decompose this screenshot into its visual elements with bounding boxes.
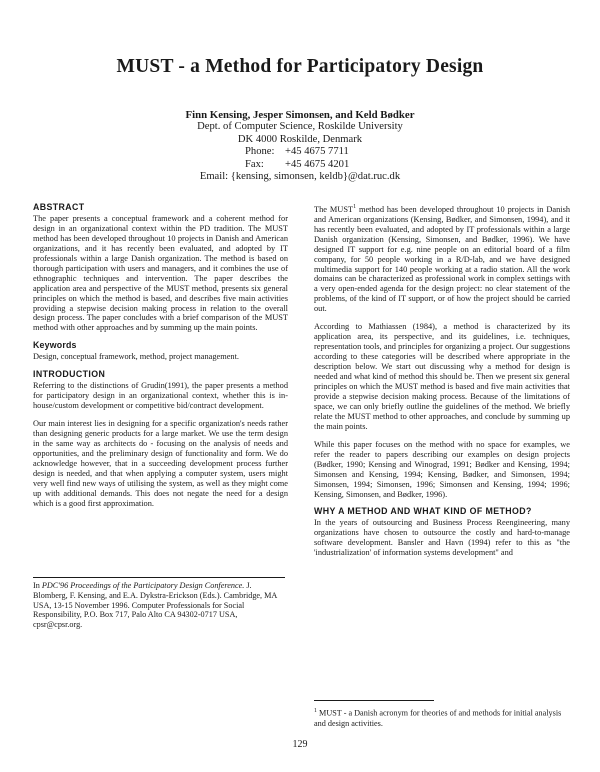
right-paragraph-2: According to Mathiassen (1984), a method is characterized by its application area, its perspective, and its guidelines, i.e. techniques, representation tools, and principles for organizing a project. Our suggestions according to these categories will be described where appropriate in the description below. We start out discussing why a method for design is needed and what kind of method this should be. Then we present six general principles on which the MUST method is based and five main activities that provide a stepwise decision making process. Because of the limitations of space, we can only briefly outline the guidelines of the method. We briefly relate the MUST method to other approaches, and conclude by summing up the main points. (314, 322, 570, 431)
conference-details: J. Blomberg, F. Kensing, and E.A. Dykstra-Erickson (Eds.). Cambridge, MA USA, 13-15 November 1996. Computer Professionals for Social Responsibility, P.O. Box 717, Palo Alto CA 94302-0717 USA, cpsr@cpsr.org. (33, 581, 277, 630)
affiliation: Dept. of Computer Science, Roskilde University (197, 121, 403, 133)
left-column (33, 203, 288, 517)
right-paragraph-1-text: method has been developed throughout 10 projects in Danish and American organizations (Kensing, Bødker, and Simonsen, 1994), and it has recently been evaluated, and adopted by IT professionals within a large Danish organization (Kensing, Simonsen, and Bødker, 1996). We have designed IT support for e.g. nine people on an editorial board of a film company, for 50 people working in a R/D-lab, and we have designed multimedia support for 140 people working at a radio station. All the work domains can be characterized as professional work in complex settings with a very open-ended agenda for the design project: no clear statement of the problems, of the kind of IT support, or of how the project should be carried out. (314, 204, 570, 314)
footnote-marker: 1 (314, 708, 317, 714)
address: DK 4000 Roskilde, Denmark (237, 133, 363, 145)
right-paragraph-4: In the years of outsourcing and Business Process Reengineering, many organizations have chosen to outsource the costly and hard-to-manage software development. Bansler and Havn (1994) refer to this as "the 'industrialization' of information systems development" and (314, 518, 570, 558)
abstract-heading: ABSTRACT (33, 202, 85, 212)
conference-venue: PDC'96 Proceedings of the Participatory Design Conference. (41, 581, 245, 590)
fax-line (0, 159, 600, 171)
page-number: 129 (292, 739, 308, 750)
paper-title: MUST - a Method for Participatory Design (116, 56, 484, 77)
author-names: Finn Kensing, Jesper Simonsen, and Keld Bødker (185, 109, 415, 121)
right-column (314, 203, 570, 566)
footnote-rule (314, 700, 434, 701)
conference-note (33, 577, 285, 630)
phone-label: Phone: (245, 146, 275, 158)
footnote-marker-ref: 1 (353, 204, 357, 210)
phone-line (0, 146, 600, 158)
must-intro: The MUST (314, 204, 354, 214)
right-paragraph-1 (314, 203, 570, 314)
footnote (314, 700, 570, 728)
introduction-heading: INTRODUCTION (33, 369, 106, 380)
footnote-text: MUST - a Danish acronym for theories of and methods for initial analysis and design activities. (314, 708, 562, 728)
conference-prefix: In (33, 581, 42, 590)
fax-label: Fax: (245, 158, 264, 170)
introduction-paragraph-2: Our main interest lies in designing for a specific organization's needs rather than designing generic products for a large market. We use the term design in the same way as architects do - focusing on the analysis of needs and opportunities, and the preliminary design of functionality and form. We do acknowledge however, that in a succeeding development process further design is needed, and that when applying a computer system, users might very well find new ways of utilising the system, as well as they might come up with additional demands. This does not negate the need for a design which is a good first approximation. (33, 419, 288, 508)
keywords-heading: Keywords (33, 340, 77, 351)
fax-number: +45 4675 4201 (285, 158, 350, 170)
right-paragraph-3: While this paper focuses on the method with no space for examples, we refer the reader to papers describing our examples on design projects (Bødker, 1990; Kensing and Winograd, 1991; Bødker and Kensing, 1994; Simonsen and Kensing, 1994; Kensing, Bødker, and Simonsen, 1994; Simonsen, 1994; Simonsen, 1996; Simonsen and Kensing, 1994; 1996; Kensing, Simonsen, and Bødker, 1996). (314, 439, 570, 499)
why-method-heading: WHY A METHOD AND WHAT KIND OF METHOD? (314, 506, 532, 517)
email-line: Email: {kensing, simonsen, keldb}@dat.ruc.dk (199, 171, 401, 183)
author-block (0, 109, 600, 183)
phone-number: +45 4675 7711 (285, 146, 349, 158)
abstract-text: The paper presents a conceptual framework and a coherent method for design in an organizational context within the PD tradition. The MUST method has been developed throughout 10 projects in Danish and American organizations, and it has recently been evaluated, and adopted by IT professionals within a large Danish organization. The method is based on thorough participation with users and managers, and it combines the use of ethnographic techniques and intervention. The paper describes the application area and perspective of the MUST method, presents six general principles on which the method is based, and describes five main activities providing a stepwise decision making process in relation to the overall design process. The paper concludes with a brief comparison of the MUST method with other approaches and by summing up the main points. (33, 213, 288, 333)
keywords-text: Design, conceptual framework, method, project management. (33, 352, 239, 362)
introduction-paragraph-1: Referring to the distinctions of Grudin(1991), the paper presents a method for participatory design in an organizational context, whether this is in-house/custom development or competitive bid/contract development. (33, 381, 288, 411)
